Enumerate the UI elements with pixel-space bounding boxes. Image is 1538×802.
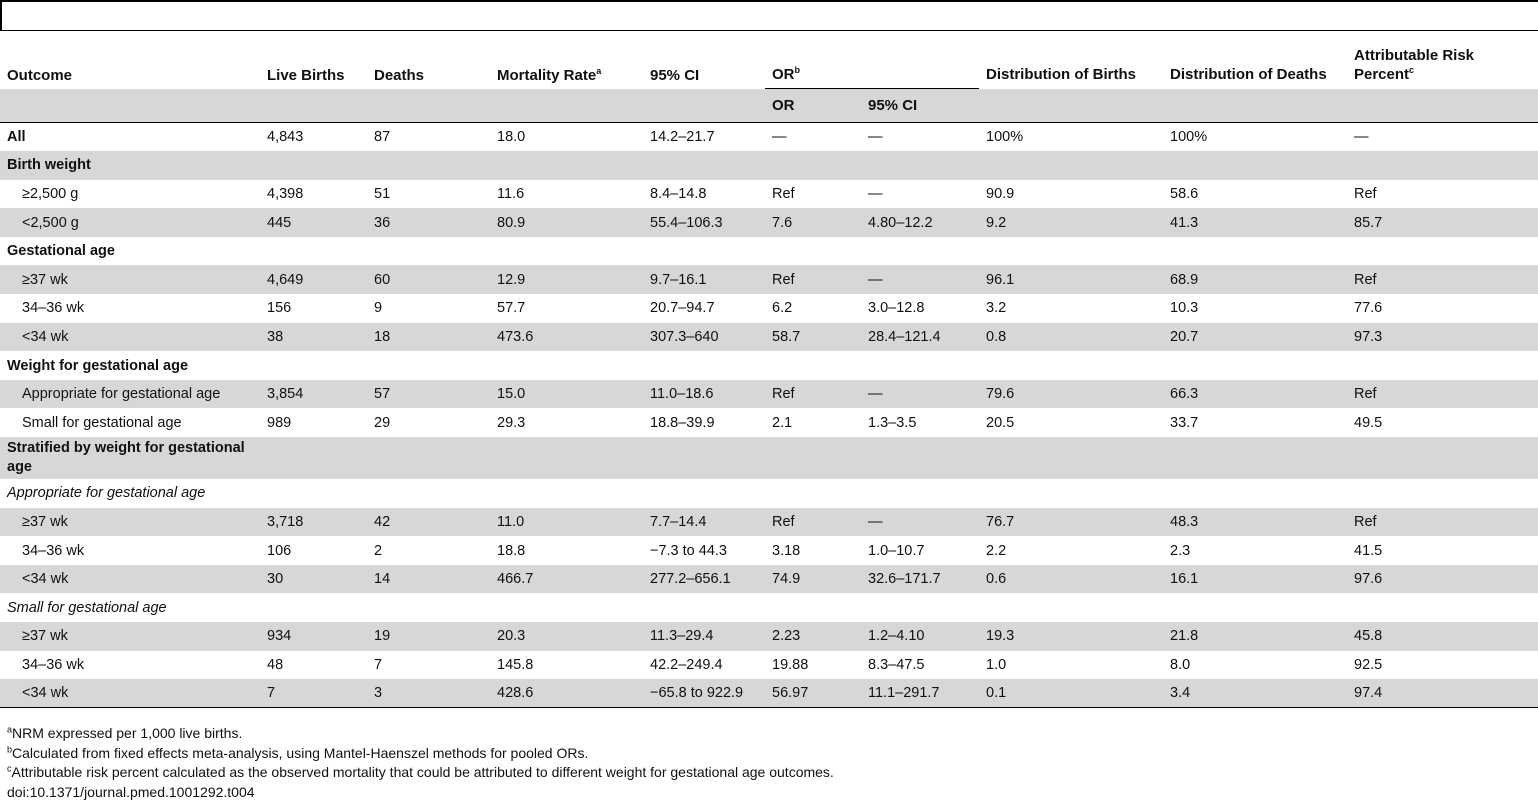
row-label: 34–36 wk (0, 294, 260, 323)
table-cell: 8.3–47.5 (861, 651, 979, 680)
table-cell: 58.7 (765, 323, 861, 352)
row-label: Small for gestational age (0, 408, 260, 437)
table-cell: 20.7–94.7 (643, 294, 765, 323)
table-cell: 9 (367, 294, 490, 323)
table-cell: — (861, 380, 979, 409)
row-label: Appropriate for gestational age (0, 479, 367, 508)
table-cell: Ref (1347, 380, 1538, 409)
table-cell: 10.3 (1163, 294, 1347, 323)
table-cell: 934 (260, 622, 367, 651)
table-cell: 51 (367, 180, 490, 209)
col-mortality-rate: Mortality Rate$^a$ (490, 31, 643, 89)
table-cell: 277.2–656.1 (643, 565, 765, 594)
table-cell: −65.8 to 922.9 (643, 679, 765, 708)
row-label: ≥2,500 g (0, 180, 260, 209)
table-cell: 15.0 (490, 380, 643, 409)
row-label: ≥37 wk (0, 622, 260, 651)
table-cell: 36 (367, 208, 490, 237)
table-cell: — (861, 180, 979, 209)
table-cell: 100% (979, 123, 1163, 152)
table-cell: 55.4–106.3 (643, 208, 765, 237)
table-row (0, 679, 1538, 708)
col-or: OR (765, 89, 861, 123)
table-cell: 49.5 (1347, 408, 1538, 437)
table-cell: 48.3 (1163, 508, 1347, 537)
table-row (0, 208, 1538, 237)
table-cell: 3.18 (765, 536, 861, 565)
table-cell: 11.0 (490, 508, 643, 537)
table-cell: 2.23 (765, 622, 861, 651)
table-cell: 18.8 (490, 536, 643, 565)
table-cell: 97.4 (1347, 679, 1538, 708)
table-cell: 4,649 (260, 265, 367, 294)
table-cell: 2.3 (1163, 536, 1347, 565)
table-cell: 1.0–10.7 (861, 536, 979, 565)
col-ci: 95% CI (643, 31, 765, 89)
table-cell: 58.6 (1163, 180, 1347, 209)
table-cell: 0.1 (979, 679, 1163, 708)
table-cell: 19 (367, 622, 490, 651)
row-label: 34–36 wk (0, 536, 260, 565)
subsection-row (0, 479, 1538, 508)
table-cell: 14.2–21.7 (643, 123, 765, 152)
table-cell: 30 (260, 565, 367, 594)
row-label: Gestational age (0, 237, 260, 266)
table-cell: 145.8 (490, 651, 643, 680)
table-cell: 28.4–121.4 (861, 323, 979, 352)
table-row (0, 622, 1538, 651)
table-cell: 3 (367, 679, 490, 708)
table-cell: 2.2 (979, 536, 1163, 565)
table-cell: 445 (260, 208, 367, 237)
table-cell: 1.0 (979, 651, 1163, 680)
table-cell: 92.5 (1347, 651, 1538, 680)
table-top-border (0, 0, 1538, 2)
table-cell: 11.0–18.6 (643, 380, 765, 409)
table-cell: 8.0 (1163, 651, 1347, 680)
col-dist-births: Distribution of Births (979, 31, 1163, 89)
col-attr-risk: Attributable Risk Percent$^c$ (1347, 31, 1538, 89)
row-label: ≥37 wk (0, 508, 260, 537)
table-cell: 45.8 (1347, 622, 1538, 651)
table-cell: 3,854 (260, 380, 367, 409)
table-cell: 56.97 (765, 679, 861, 708)
table-cell: 3.4 (1163, 679, 1347, 708)
table-cell: 7 (260, 679, 367, 708)
table-cell: 7.7–14.4 (643, 508, 765, 537)
table-cell: 11.6 (490, 180, 643, 209)
col-dist-deaths: Distribution of Deaths (1163, 31, 1347, 89)
table-cell: 16.1 (1163, 565, 1347, 594)
section-row (0, 237, 1538, 266)
table-row (0, 536, 1538, 565)
table-cell: 19.88 (765, 651, 861, 680)
table-header (0, 31, 1538, 123)
table-cell: 79.6 (979, 380, 1163, 409)
footnote: $^a$NRM expressed per 1,000 live births. (7, 724, 834, 744)
table-cell: 9.2 (979, 208, 1163, 237)
table-row (0, 180, 1538, 209)
table-cell: Ref (1347, 508, 1538, 537)
table-cell: 156 (260, 294, 367, 323)
table-row (0, 565, 1538, 594)
table-cell: 90.9 (979, 180, 1163, 209)
table-cell: 4,843 (260, 123, 367, 152)
row-label: <34 wk (0, 679, 260, 708)
table-cell: 41.5 (1347, 536, 1538, 565)
row-label: ≥37 wk (0, 265, 260, 294)
table-cell: 87 (367, 123, 490, 152)
header-subrow (0, 89, 1538, 123)
table-cell: 19.3 (979, 622, 1163, 651)
col-outcome: Outcome (0, 31, 260, 89)
subsection-row (0, 593, 1538, 622)
table-cell: 473.6 (490, 323, 643, 352)
table-cell: 11.3–29.4 (643, 622, 765, 651)
table-cell: 7.6 (765, 208, 861, 237)
table-row (0, 508, 1538, 537)
table-row (0, 294, 1538, 323)
table-cell: 1.2–4.10 (861, 622, 979, 651)
table-cell: 32.6–171.7 (861, 565, 979, 594)
table-cell: 85.7 (1347, 208, 1538, 237)
table-cell: 18 (367, 323, 490, 352)
row-label: All (0, 123, 260, 152)
footnote: doi:10.1371/journal.pmed.1001292.t004 (7, 783, 834, 802)
row-label: 34–36 wk (0, 651, 260, 680)
table-cell: 96.1 (979, 265, 1163, 294)
table-row (0, 323, 1538, 352)
table-cell: — (861, 123, 979, 152)
table-cell: 20.5 (979, 408, 1163, 437)
table-cell: 9.7–16.1 (643, 265, 765, 294)
table-cell: 0.8 (979, 323, 1163, 352)
table-row (0, 123, 1538, 152)
col-or-group: $OR^b$ (765, 31, 979, 89)
table-cell: 8.4–14.8 (643, 180, 765, 209)
table-cell: 989 (260, 408, 367, 437)
table-row (0, 380, 1538, 409)
table-cell: 307.3–640 (643, 323, 765, 352)
table-cell: 38 (260, 323, 367, 352)
table-row (0, 408, 1538, 437)
table-row (0, 651, 1538, 680)
table-cell: 76.7 (979, 508, 1163, 537)
table-cell: 7 (367, 651, 490, 680)
section-row (0, 351, 1538, 380)
table-cell: 106 (260, 536, 367, 565)
table-cell: 4.80–12.2 (861, 208, 979, 237)
table-cell: 29.3 (490, 408, 643, 437)
table-cell: 18.0 (490, 123, 643, 152)
table-cell: Ref (765, 265, 861, 294)
table-cell: 57 (367, 380, 490, 409)
table-cell: 466.7 (490, 565, 643, 594)
table-cell: 14 (367, 565, 490, 594)
table-cell: 11.1–291.7 (861, 679, 979, 708)
table-cell: 100% (1163, 123, 1347, 152)
table-cell: 20.7 (1163, 323, 1347, 352)
table-cell: 12.9 (490, 265, 643, 294)
row-label: <2,500 g (0, 208, 260, 237)
table-cell: — (861, 265, 979, 294)
table-cell: 20.3 (490, 622, 643, 651)
table-cell: 3.2 (979, 294, 1163, 323)
col-deaths: Deaths (367, 31, 490, 89)
table-cell: Ref (1347, 180, 1538, 209)
table-cell: 48 (260, 651, 367, 680)
table-cell: 3.0–12.8 (861, 294, 979, 323)
row-label: Birth weight (0, 151, 260, 180)
table-cell: 80.9 (490, 208, 643, 237)
table-left-border (0, 0, 2, 30)
col-or-ci: 95% CI (861, 89, 979, 123)
table-cell: 6.2 (765, 294, 861, 323)
footnote: $^b$Calculated from fixed effects meta-analysis, using Mantel-Haenszel methods for pooled ORs. (7, 744, 834, 764)
table-cell: 57.7 (490, 294, 643, 323)
table-cell: — (861, 508, 979, 537)
col-live-births: Live Births (260, 31, 367, 89)
table-cell: 77.6 (1347, 294, 1538, 323)
table-cell: Ref (1347, 265, 1538, 294)
table-cell: 18.8–39.9 (643, 408, 765, 437)
row-label: Stratified by weight for gestational age (0, 437, 260, 479)
table-cell: 97.6 (1347, 565, 1538, 594)
outcomes-table (0, 30, 1538, 708)
table-cell: 428.6 (490, 679, 643, 708)
table-cell: — (765, 123, 861, 152)
table-cell: 29 (367, 408, 490, 437)
table-cell: 2.1 (765, 408, 861, 437)
table-cell: — (1347, 123, 1538, 152)
section-row (0, 437, 1538, 479)
table-cell: Ref (765, 380, 861, 409)
table-cell: 74.9 (765, 565, 861, 594)
table-body (0, 123, 1538, 708)
footnote: $^c$Attributable risk percent calculated as the observed mortality that could be attributed to different weight for gestational age outcomes. (7, 763, 834, 783)
table-cell: 3,718 (260, 508, 367, 537)
row-label: Weight for gestational age (0, 351, 260, 380)
table-cell: 4,398 (260, 180, 367, 209)
row-label: <34 wk (0, 323, 260, 352)
table-cell: −7.3 to 44.3 (643, 536, 765, 565)
table-cell: 60 (367, 265, 490, 294)
table-cell: 42.2–249.4 (643, 651, 765, 680)
table-cell: 21.8 (1163, 622, 1347, 651)
table-cell: 68.9 (1163, 265, 1347, 294)
table-cell: 0.6 (979, 565, 1163, 594)
table-cell: 2 (367, 536, 490, 565)
table-footnotes (7, 724, 834, 802)
table-row (0, 265, 1538, 294)
table-cell: Ref (765, 180, 861, 209)
table-cell: Ref (765, 508, 861, 537)
row-label: <34 wk (0, 565, 260, 594)
table-cell: 33.7 (1163, 408, 1347, 437)
row-label: Appropriate for gestational age (0, 380, 260, 409)
table-cell: 66.3 (1163, 380, 1347, 409)
row-label: Small for gestational age (0, 593, 367, 622)
header-row (0, 31, 1538, 89)
table-cell: 1.3–3.5 (861, 408, 979, 437)
section-row (0, 151, 1538, 180)
table-cell: 42 (367, 508, 490, 537)
table-cell: 41.3 (1163, 208, 1347, 237)
table-cell: 97.3 (1347, 323, 1538, 352)
